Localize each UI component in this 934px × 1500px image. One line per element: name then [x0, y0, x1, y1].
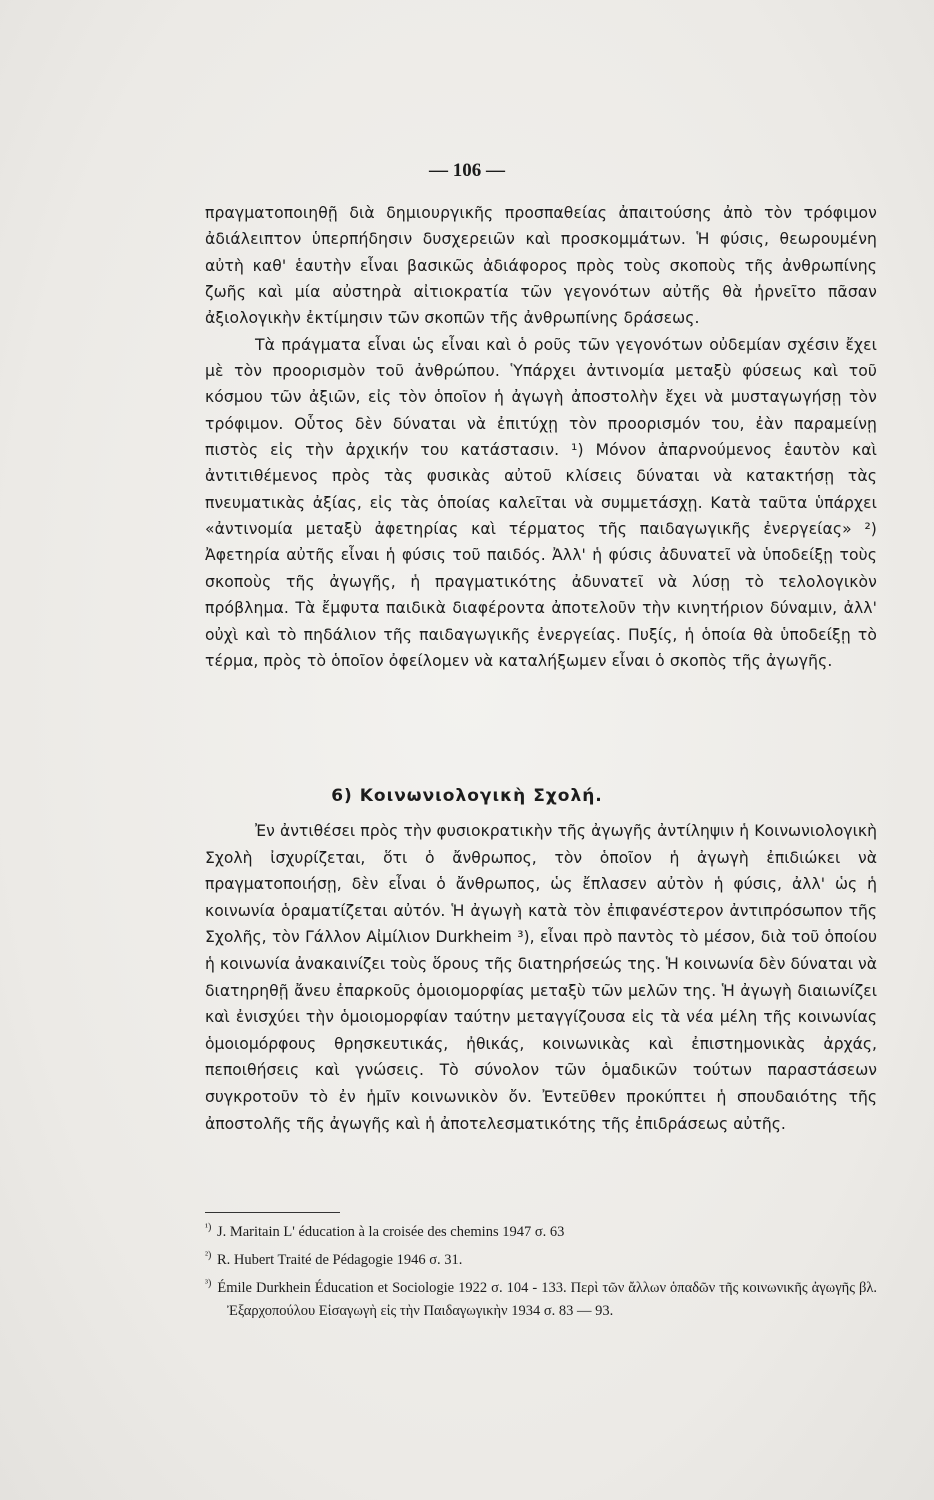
- section-heading: 6) Κοινωνιολογικὴ Σχολή.: [331, 786, 603, 806]
- body-text: [205, 200, 877, 674]
- section-paragraph: Ἐν ἀντιθέσει πρὸς τὴν φυσιοκρατικὴν τῆς ἀγωγῆς ἀντίληψιν ἡ Κοινωνιολογικὴ Σχολὴ ἰσχυρίζεται, ὅτι ὁ ἄνθρωπος, τὸν ὁποῖον ἡ ἀγωγὴ ἐπιδιώκει νὰ πραγματοποιήσῃ, δὲν εἶναι ὁ ἄνθρωπος, ὡς ἔπλασεν αὐτὸν ἡ φύσις, ἀλλ' ὡς ἡ κοινωνία ὁραματίζεται αὐτόν. Ἡ ἀγωγὴ κατὰ τὸν ἐπιφανέστερον ἀντιπρόσωπον τῆς Σχολῆς, τὸν Γάλλον Αἰμίλιον Durkheim ³), εἶναι πρὸ παντὸς τὸ μέσον, διὰ τοῦ ὁποίου ἡ κοινωνία ἀνακαινίζει τοὺς ὅρους τῆς διατηρήσεώς της. Ἡ κοινωνία δὲν δύναται νὰ διατηρηθῇ ἄνευ ἐπαρκοῦς ὁμοιομορφίας μεταξὺ τῶν μελῶν της. Ἡ ἀγωγὴ διαιωνίζει καὶ ἐνισχύει τὴν ὁμοιομορφίαν ταύτην μεταγγίζουσα εἰς τὰ νέα μέλη τῆς κοινωνίας ὁμοιομόρφους θρησκευτικάς, ἠθικάς, κοινωνικὰς καὶ ἐπιστημονικὰς ἀρχάς, πεποιθήσεις καὶ γνώσεις. Τὸ σύνολον τῶν ὁμαδικῶν τούτων παραστάσεων συγκροτοῦν τὸ ἐν ἡμῖν κοινωνικὸν ὄν. Ἐντεῦθεν προκύπτει ἡ σπουδαιότης τῆς ἀποστολῆς τῆς ἀγωγῆς καὶ ἡ ἀποτελεσματικότης τῆς ἐπιδράσεως αὐτῆς.: [205, 822, 877, 1133]
- page-number: — 106 —: [429, 160, 505, 181]
- paragraph-1: πραγματοποιηθῇ διὰ δημιουργικῆς προσπαθείας ἀπαιτούσης ἀπὸ τὸν τρόφιμον ἀδιάλειπτον ὑπερπήδησιν δυσχερειῶν καὶ προσκομμάτων. Ἡ φύσις, θεωρουμένη αὐτὴ καθ' ἑαυτὴν εἶναι βασικῶς ἀδιάφορος πρὸς τοὺς σκοποὺς τῆς ἀνθρωπίνης ζωῆς καὶ μία αὐστηρὰ αἰτιοκρατία τῶν γεγονότων αὐτῆς θὰ ἠρνεῖτο πᾶσαν ἀξιολογικὴν ἐκτίμησιν τῶν σκοπῶν τῆς ἀνθρωπίνης δράσεως.: [205, 204, 877, 328]
- footnote-2: [205, 1244, 877, 1272]
- footnote-marker: ³): [205, 1278, 212, 1290]
- footnote-1: [205, 1216, 877, 1244]
- footnote-divider: [205, 1212, 340, 1213]
- section-body: [205, 818, 877, 1137]
- paragraph-2: Τὰ πράγματα εἶναι ὡς εἶναι καὶ ὁ ροῦς τῶν γεγονότων οὐδεμίαν σχέσιν ἔχει μὲ τὸν προορισμὸν τοῦ ἀνθρώπου. Ὑπάρχει ἀντινομία μεταξὺ φύσεως καὶ τοῦ κόσμου τῶν ἀξιῶν, εἰς τὸν ὁποῖον ἡ ἀγωγὴ ἀποστολὴν ἔχει νὰ μυσταγωγήσῃ τὸν τρόφιμον. Οὗτος δὲν δύναται νὰ ἐπιτύχῃ τὸν προορισμόν του, ἐὰν παραμείνῃ πιστὸς εἰς τὴν ἀρχικήν του κατάστασιν. ¹) Μόνον ἀπαρνούμενος ἑαυτὸν καὶ ἀντιτιθέμενος πρὸς τὰς φυσικὰς αὐτοῦ κλίσεις δύναται νὰ κατακτήσῃ τὰς πνευματικὰς ἀξίας, εἰς τὰς ὁποίας καλεῖται νὰ συμμετάσχῃ. Κατὰ ταῦτα ὑπάρχει «ἀντινομία μεταξὺ ἀφετηρίας καὶ τέρματος τῆς παιδαγωγικῆς ἐνεργείας» ²) Ἀφετηρία αὐτῆς εἶναι ἡ φύσις τοῦ παιδός. Ἀλλ' ἡ φύσις ἀδυνατεῖ νὰ ὑποδείξῃ τοὺς σκοποὺς τῆς ἀγωγῆς, ἡ πραγματικότης ἀδυνατεῖ νὰ λύσῃ τὸ τελολογικὸν πρόβλημα. Τὰ ἔμφυτα παιδικὰ διαφέροντα ἀποτελοῦν τὴν κινητήριον δύναμιν, ἀλλ' οὐχὶ καὶ τὸ πηδάλιον τῆς παιδαγωγικῆς ἐνεργείας. Πυξίς, ἡ ὁποία θὰ ὑποδείξῃ τὸ τέρμα, πρὸς τὸ ὁποῖον ὀφείλομεν νὰ καταλήξωμεν εἶναι ὁ σκοπὸς τῆς ἀγωγῆς.: [205, 335, 877, 670]
- footnote-text: R. Hubert Traité de Pédagogie 1946 σ. 31.: [216, 1251, 463, 1268]
- footnote-text: Émile Durkhein Éducation et Sociologie 1922 σ. 104 - 133. Περὶ τῶν ἄλλων ὁπαδῶν τῆς κοινωνικῆς ἀγωγῆς βλ. Ἐξαρχοπούλου Εἰσαγωγὴ εἰς τὴν Παιδαγωγικὴν 1934 σ. 83 — 93.: [217, 1279, 878, 1320]
- footnote-marker: ²): [205, 1250, 212, 1262]
- footnote-3: [205, 1272, 877, 1323]
- footnotes: [205, 1216, 877, 1323]
- footnote-text: J. Maritain L' éducation à la croisée des chemins 1947 σ. 63: [216, 1223, 565, 1240]
- footnote-marker: ¹): [205, 1222, 212, 1233]
